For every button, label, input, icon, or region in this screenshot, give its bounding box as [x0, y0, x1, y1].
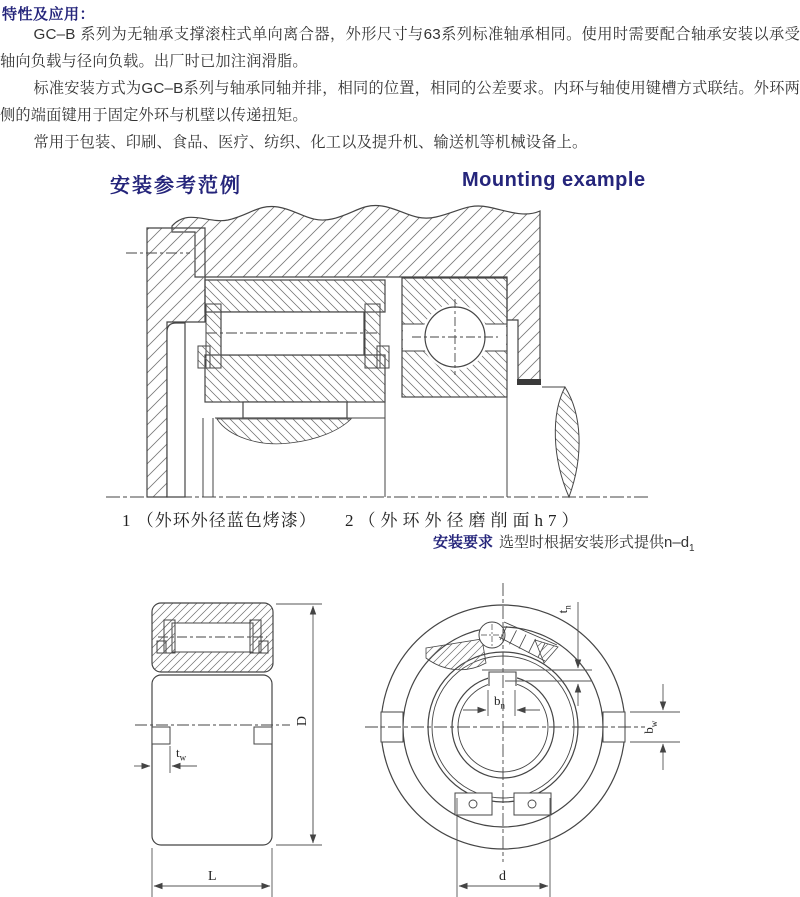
dim-d-main: d: [499, 869, 506, 884]
note-text: 选型时根据安装形式提供n–d: [499, 534, 690, 551]
dim-label-d: [499, 870, 506, 884]
dim-tw-sub: w: [179, 752, 187, 763]
dim-tw-main: t: [176, 745, 180, 760]
note-subscript: 1: [689, 543, 695, 554]
dim-label-bw: [642, 721, 659, 734]
side-view-drawing: [134, 603, 322, 897]
dim-tn-main: t: [554, 609, 570, 614]
intro-paragraph-1: GC–B 系列为无轴承支撑滚柱式单向离合器，外形尺寸与63系列标准轴承相同。使用时需要配合轴承安装以承受轴向负载与径向负载。出厂时已加注润滑脂。: [0, 26, 800, 70]
dim-label-L: [208, 870, 217, 884]
dim-label-D: [296, 716, 310, 726]
mounting-note: [433, 531, 695, 554]
dim-bw-sub: w: [648, 720, 659, 728]
dim-L-main: L: [208, 869, 217, 884]
note-label: 安装要求: [433, 534, 494, 551]
caption-item-2: 2（外环外径磨削面h7）: [345, 511, 584, 530]
dim-bw-main: b: [641, 727, 657, 734]
dim-label-tn: [556, 605, 573, 613]
dim-tn-sub: n: [562, 605, 573, 610]
caption-item-1: 1 （外环外径蓝色烤漆）: [122, 511, 317, 530]
section-title-zh: 安装参考范例: [110, 175, 242, 197]
dim-bn-main: b: [494, 693, 501, 708]
dim-label-bn: [494, 694, 505, 711]
section-title-en: Mounting example: [462, 169, 646, 191]
intro-text: [0, 21, 800, 156]
dim-bn-sub: n: [500, 700, 505, 711]
dim-D-main: D: [295, 715, 311, 727]
intro-paragraph-2: 标准安装方式为GC–B系列与轴承同轴并排，相同的位置，相同的公差要求。内环与轴使用键槽方式联结。外环两侧的端面键用于固定外环与机壁以传递扭矩。: [0, 80, 800, 124]
front-view-drawing: [365, 583, 680, 897]
feature-heading: 特性及应用：: [2, 6, 96, 23]
mounting-section-drawing: [106, 205, 648, 497]
intro-paragraph-3: 常用于包装、印刷、食品、医疗、纺织、化工以及提升机、输送机等机械设备上。: [33, 134, 588, 151]
dim-label-tw: [176, 746, 186, 763]
